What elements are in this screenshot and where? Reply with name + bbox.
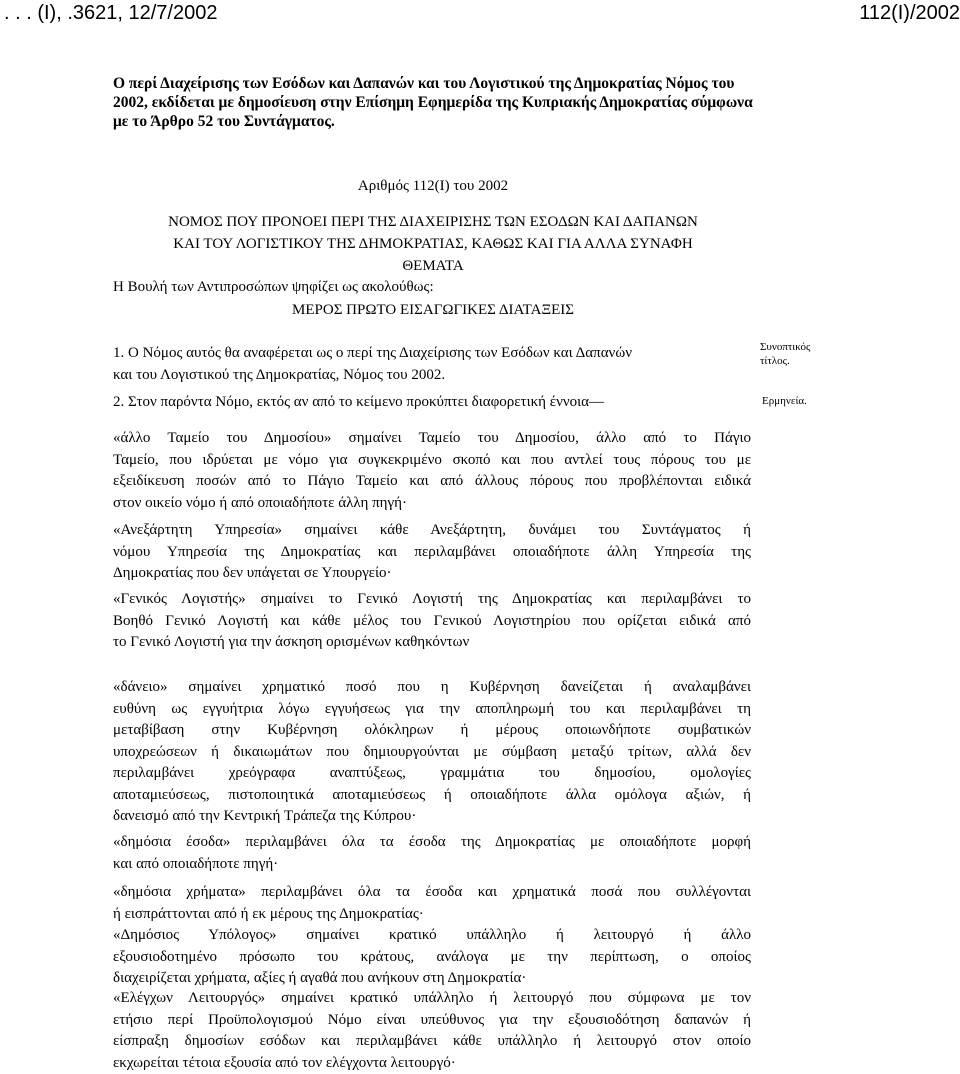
definition-independent-service (113, 520, 751, 585)
definition-line: και από οποιαδήποτε πηγή· (113, 854, 751, 876)
definition-line: ετήσιο περί Προϋπολογισμού Νόμο είναι υπεύθυνος για την εξουσιοδότηση δαπανών ή (113, 1010, 751, 1032)
definition-line: μεταβίβαση στην Κυβέρνηση ολόκληρων ή μέρους οποιωνδήποτε συμβατικών (113, 720, 751, 742)
section-1-line: 1. Ο Νόμος αυτός θα αναφέρεται ως ο περί της Διαχείρισης των Εσόδων και Δαπανών (113, 345, 632, 362)
definition-line: εξουσιοδοτημένο πρόσωπο του κράτους, ανάλογα με την περίπτωση, ο οποίος (113, 947, 751, 969)
definition-line: «Ανεξάρτητη Υπηρεσία» σημαίνει κάθε Ανεξάρτητη, δυνάμει του Συντάγματος ή (113, 520, 751, 542)
law-reference: 112(Ι)/2002 (859, 2, 960, 25)
definition-line: «άλλο Ταμείο του Δημοσίου» σημαίνει Ταμείο του Δημοσίου, άλλο από το Πάγιο (113, 428, 751, 450)
definition-other-treasury-fund (113, 428, 751, 514)
definition-line: είσπραξη δημοσίων εσόδων και περιλαμβάνει κάθε υπάλληλο ή λειτουργό στον οποίο (113, 1031, 751, 1053)
section-1-line: και του Λογιστικού της Δημοκρατίας, Νόμος του 2002. (113, 367, 445, 384)
definition-line: «δάνειο» σημαίνει χρηματικό ποσό που η Κυβέρνηση δανείζεται ή αναλαμβάνει (113, 677, 751, 699)
definition-line: «Δημόσιος Υπόλογος» σημαίνει κρατικό υπάλληλο ή λειτουργό ή άλλο (113, 925, 751, 947)
definition-public-revenue (113, 832, 751, 875)
definition-line: «Ελέγχων Λειτουργός» σημαίνει κρατικό υπάλληλο ή λειτουργό που σύμφωνα με τον (113, 988, 751, 1010)
intro-line: με το Άρθρο 52 του Συντάγματος. (113, 112, 753, 131)
gazette-reference: . . . (Ι), .3621, 12/7/2002 (4, 2, 217, 25)
definition-line: «δημόσια έσοδα» περιλαμβάνει όλα τα έσοδα της Δημοκρατίας με οποιαδήποτε μορφή (113, 832, 751, 854)
definition-line: στον οικείο νόμο ή από οποιαδήποτε άλλη πηγή· (113, 493, 751, 515)
definition-line: Ταμείο, που ιδρύεται με νόμο για συγκεκριμένο σκοπό και που αντλεί τους πόρους του με (113, 450, 751, 472)
definition-line: δανεισμό από την Κεντρική Τράπεζα της Κύπρου· (113, 806, 751, 828)
definition-line: το Γενικό Λογιστή για την άσκηση ορισμένων καθηκόντων (113, 632, 751, 654)
definition-line: ή εισπράττονται από ή εκ μέρους της Δημοκρατίας· (113, 904, 751, 926)
definition-line: περιλαμβάνει χρεόγραφα αναπτύξεως, γραμμάτια του δημοσίου, ομολογίες (113, 763, 751, 785)
definition-accountant-general (113, 589, 751, 654)
intro-line: Ο περί Διαχείρισης των Εσόδων και Δαπανών και του Λογιστικού της Δημοκρατίας Νόμος του (113, 74, 753, 93)
definition-line: υποχρεώσεων ή δικαιωμάτων που δημιουργούνται με σύμβαση μεταξύ τρίτων, αλλά δεν (113, 742, 751, 764)
definition-controlling-officer (113, 988, 751, 1074)
definition-public-accounting-officer (113, 925, 751, 990)
intro-paragraph (113, 74, 753, 131)
definition-loan (113, 677, 751, 828)
definition-line: εκχωρείται τέτοια εξουσία από τον ελέγχοντα λειτουργό· (113, 1053, 751, 1074)
definition-line: ευθύνη ως εγγυήτρια λόγω εγγυήσεως για την αποπληρωμή του και περιλαμβάνει τη (113, 699, 751, 721)
intro-line: 2002, εκδίδεται με δημοσίευση στην Επίσημη Εφημερίδα της Κυπριακής Δημοκρατίας σύμφωνα (113, 93, 753, 112)
margin-note-interpretation: Ερμηνεία. (762, 395, 807, 407)
margin-note-short-title: τίτλος. (760, 355, 790, 367)
definition-line: Δημοκρατίας που δεν υπάγεται σε Υπουργείο· (113, 563, 751, 585)
definition-line: «δημόσια χρήματα» περιλαμβάνει όλα τα έσοδα και χρηματικά ποσά που συλλέγονται (113, 882, 751, 904)
definition-line: αποταμιεύσεως, πιστοποιητικά αποταμιεύσεως ή οποιαδήποτε άλλα ομόλογα αξιών, ή (113, 785, 751, 807)
section-2-line: 2. Στον παρόντα Νόμο, εκτός αν από το κείμενο προκύπτει διαφορετική έννοια— (113, 394, 604, 411)
law-title-line: ΘΕΜΑΤΑ (113, 258, 753, 275)
part-heading: ΜΕΡΟΣ ΠΡΩΤΟ ΕΙΣΑΓΩΓΙΚΕΣ ΔΙΑΤΑΞΕΙΣ (113, 302, 753, 319)
enacting-formula: Η Βουλή των Αντιπροσώπων ψηφίζει ως ακολούθως: (113, 279, 434, 296)
definition-line: εξειδίκευση ποσών από το Πάγιο Ταμείο και από άλλους πόρους που προβλέπονται ειδικά (113, 471, 751, 493)
definition-line: διαχειρίζεται χρήματα, αξίες ή αγαθά που ανήκουν στη Δημοκρατία· (113, 968, 751, 990)
definition-line: νόμου Υπηρεσία της Δημοκρατίας και περιλαμβάνει οποιαδήποτε άλλη Υπηρεσία της (113, 542, 751, 564)
law-title-line: ΝΟΜΟΣ ΠΟΥ ΠΡΟΝΟΕΙ ΠΕΡΙ ΤΗΣ ΔΙΑΧΕΙΡΙΣΗΣ ΤΩΝ ΕΣΟΔΩΝ ΚΑΙ ΔΑΠΑΝΩΝ (113, 214, 753, 231)
definition-public-money (113, 882, 751, 925)
definition-line: «Γενικός Λογιστής» σημαίνει το Γενικό Λογιστή της Δημοκρατίας και περιλαμβάνει το (113, 589, 751, 611)
law-number: Αριθμός 112(Ι) του 2002 (113, 178, 753, 195)
definition-line: Βοηθό Γενικό Λογιστή και κάθε μέλος του Γενικού Λογιστηρίου που ορίζεται ειδικά από (113, 611, 751, 633)
law-title-line: ΚΑΙ ΤΟΥ ΛΟΓΙΣΤΙΚΟΥ ΤΗΣ ΔΗΜΟΚΡΑΤΙΑΣ, ΚΑΘΩΣ ΚΑΙ ΓΙΑ ΑΛΛΑ ΣΥΝΑΦΗ (113, 236, 753, 253)
margin-note-short-title: Συνοπτικός (760, 341, 810, 353)
